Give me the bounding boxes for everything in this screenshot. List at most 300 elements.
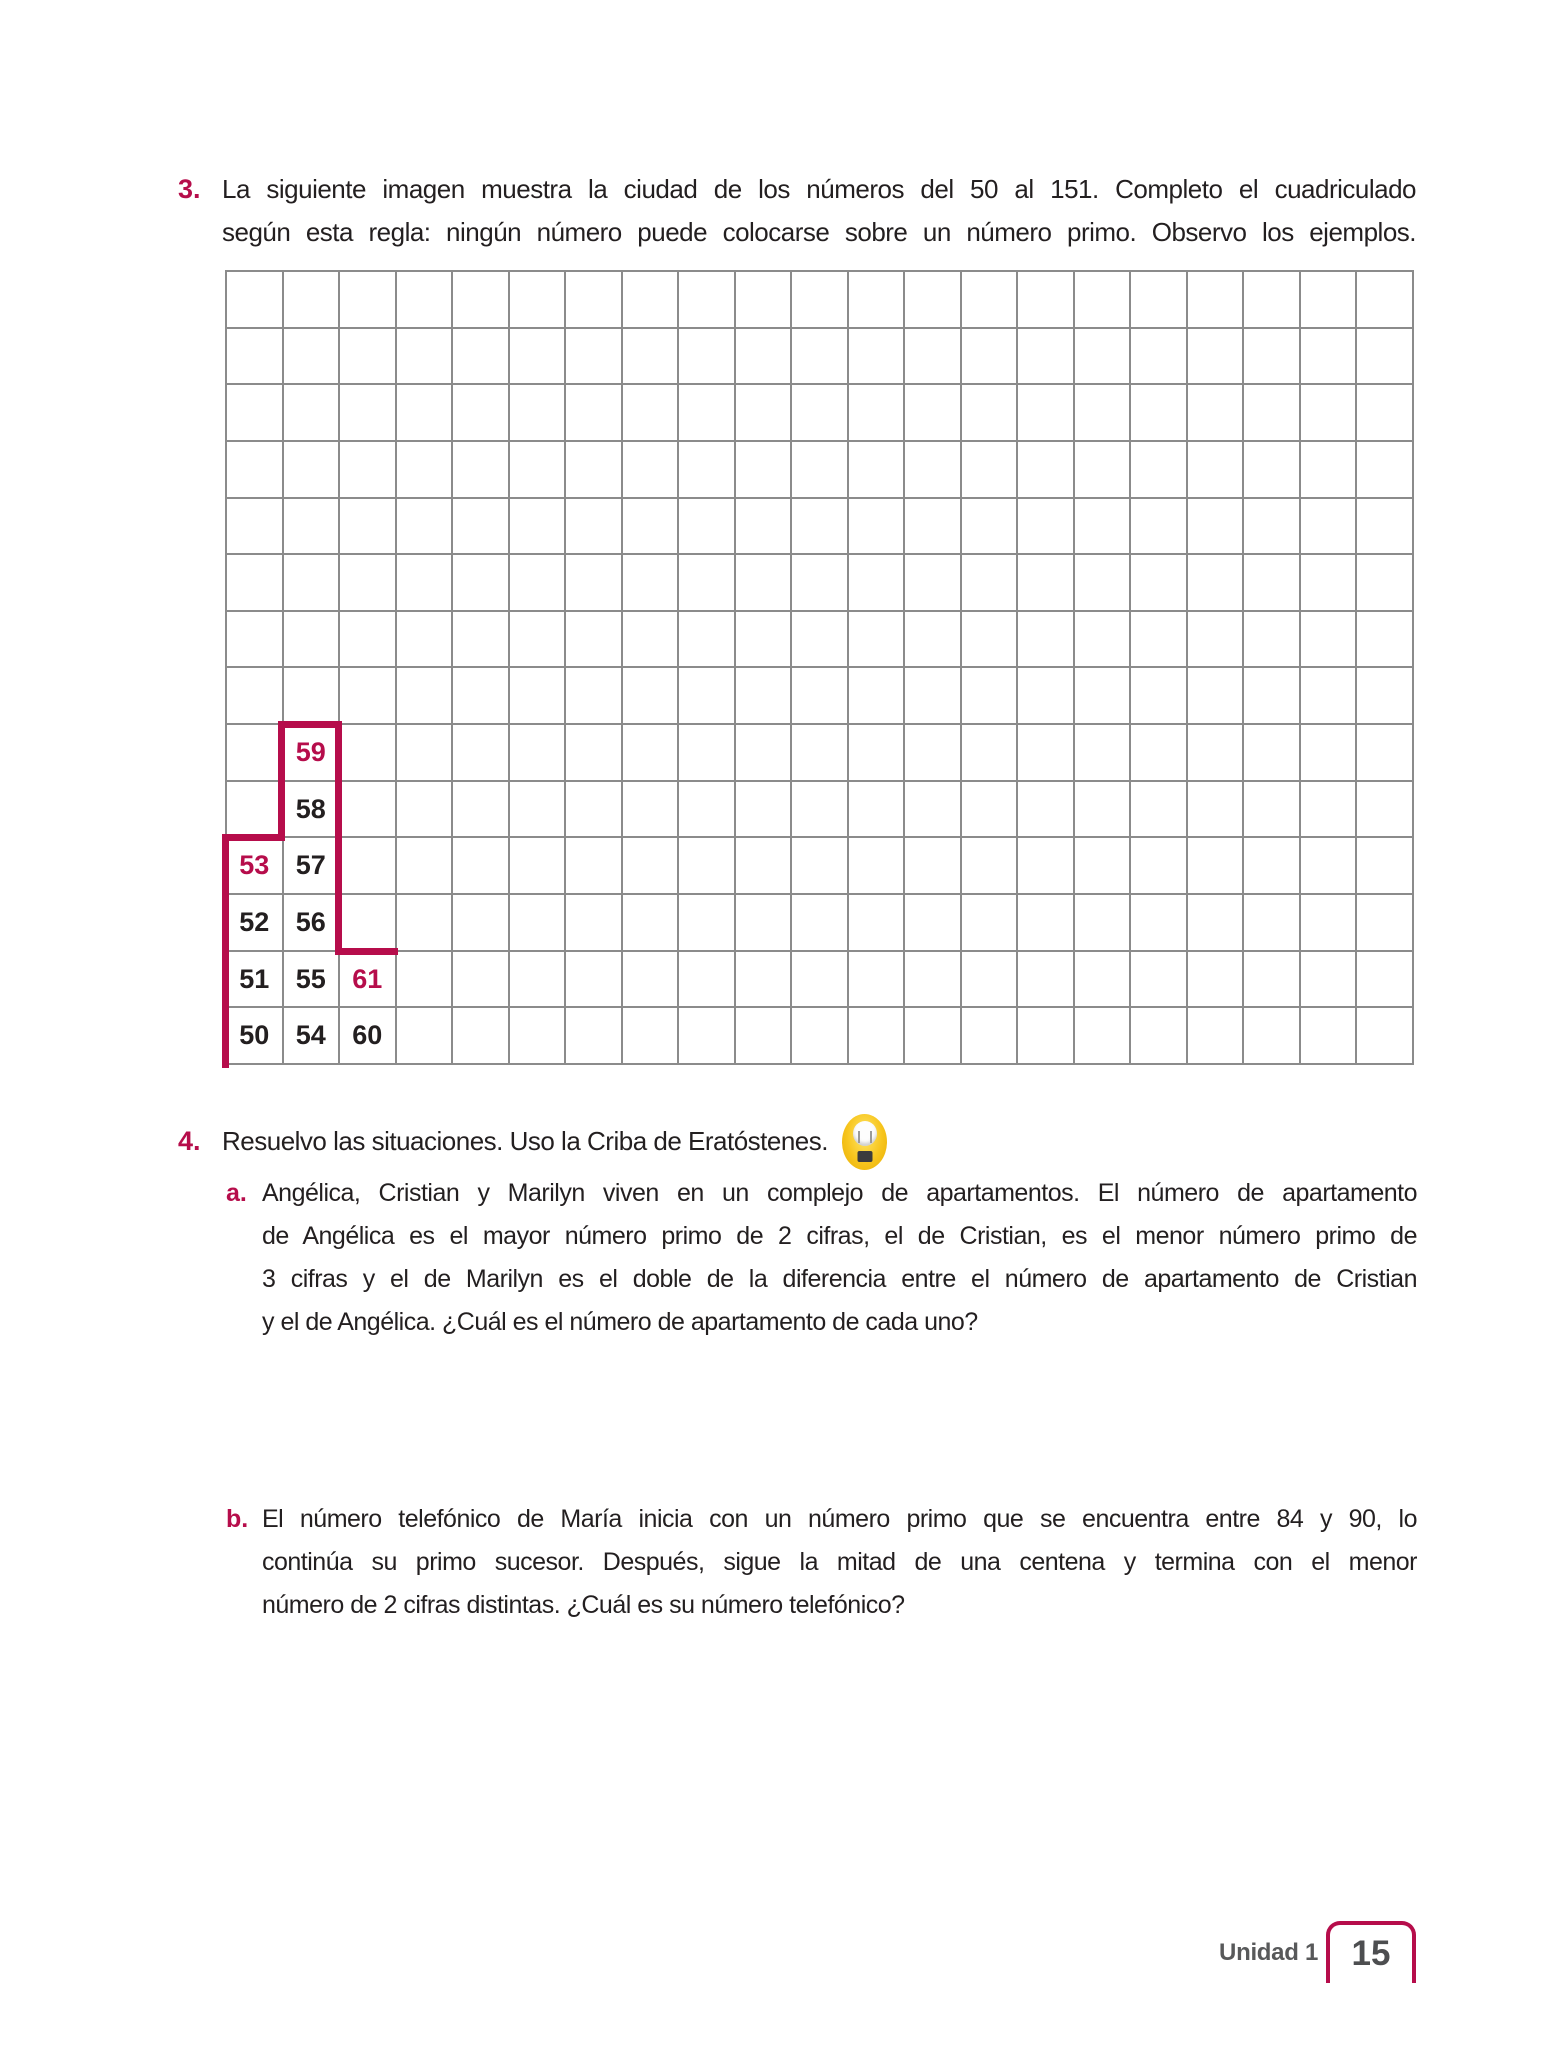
grid-cell: 52 — [226, 894, 283, 951]
grid-cell — [1187, 781, 1244, 838]
item-b-label: b. — [226, 1505, 249, 1533]
grid-cell — [1017, 1007, 1074, 1064]
grid-cell — [1017, 894, 1074, 951]
grid-cell — [904, 611, 961, 668]
grid-cell — [1074, 554, 1131, 611]
grid-cell — [735, 271, 792, 328]
grid-cell — [961, 951, 1018, 1008]
grid-cell — [1130, 271, 1187, 328]
grid-cell — [1074, 837, 1131, 894]
grid-cell — [1300, 781, 1357, 838]
grid-cell — [735, 611, 792, 668]
grid-cell — [791, 724, 848, 781]
grid-cell — [1243, 328, 1300, 385]
text-line: número de 2 cifras distintas. ¿Cuál es su número telefónico? — [262, 1591, 905, 1619]
grid-cell — [678, 271, 735, 328]
grid-cell — [1300, 554, 1357, 611]
grid-cell — [791, 328, 848, 385]
grid-cell — [791, 498, 848, 555]
grid-cell — [1300, 384, 1357, 441]
grid-cell — [791, 1007, 848, 1064]
grid-cell — [735, 328, 792, 385]
grid-cell — [904, 328, 961, 385]
grid-cell — [283, 554, 340, 611]
unit-label: Unidad 1 — [1219, 1939, 1318, 1966]
grid-cell — [848, 498, 905, 555]
grid-cell — [1074, 384, 1131, 441]
grid-cell — [565, 781, 622, 838]
grid-cell: 51 — [226, 951, 283, 1008]
grid-cell — [904, 554, 961, 611]
grid-cell — [848, 951, 905, 1008]
grid-cell — [848, 894, 905, 951]
grid-cell — [283, 441, 340, 498]
grid-cell — [735, 667, 792, 724]
grid-cell — [848, 554, 905, 611]
grid-cell — [1243, 951, 1300, 1008]
item-b-text — [262, 1498, 1417, 1627]
grid-cell — [283, 271, 340, 328]
grid-cell — [622, 271, 679, 328]
grid-cell — [452, 271, 509, 328]
grid-cell — [622, 611, 679, 668]
grid-cell — [1300, 271, 1357, 328]
grid-cell — [565, 328, 622, 385]
grid-cell — [1243, 384, 1300, 441]
grid-cell: 56 — [283, 894, 340, 951]
grid-cell — [396, 894, 453, 951]
grid-cell — [904, 384, 961, 441]
grid-cell — [452, 781, 509, 838]
grid-cell — [735, 781, 792, 838]
grid-cell — [1356, 667, 1413, 724]
grid-cell — [1187, 724, 1244, 781]
grid-cell — [1130, 384, 1187, 441]
grid-cell — [1243, 837, 1300, 894]
grid-cell — [678, 328, 735, 385]
grid-cell — [339, 554, 396, 611]
grid-cell — [565, 667, 622, 724]
grid-cell — [622, 837, 679, 894]
grid-cell — [622, 328, 679, 385]
grid-cell — [396, 271, 453, 328]
grid-cell — [1074, 951, 1131, 1008]
grid-cell — [1356, 837, 1413, 894]
grid-cell — [735, 951, 792, 1008]
grid-cell — [226, 441, 283, 498]
grid-cell — [509, 441, 566, 498]
grid-cell — [1017, 611, 1074, 668]
grid-cell — [904, 271, 961, 328]
grid-cell — [1187, 384, 1244, 441]
grid-cell — [1074, 271, 1131, 328]
grid-cell — [904, 498, 961, 555]
prime-path-segment — [335, 948, 399, 955]
grid-cell — [678, 667, 735, 724]
grid-cell — [961, 271, 1018, 328]
problem-3-text — [222, 168, 1416, 254]
grid-cell — [1074, 894, 1131, 951]
grid-cell — [1243, 554, 1300, 611]
grid-cell — [452, 1007, 509, 1064]
grid-cell — [1243, 271, 1300, 328]
grid-cells — [225, 270, 1414, 1065]
grid-cell — [848, 611, 905, 668]
grid-cell — [226, 611, 283, 668]
grid-cell — [735, 384, 792, 441]
grid-cell — [848, 781, 905, 838]
grid-cell — [452, 894, 509, 951]
grid-cell — [396, 441, 453, 498]
grid-cell — [1243, 441, 1300, 498]
grid-cell — [904, 781, 961, 838]
grid-cell — [509, 611, 566, 668]
grid-cell — [339, 441, 396, 498]
grid-cell — [622, 1007, 679, 1064]
lightbulb-icon — [842, 1114, 887, 1170]
grid-cell — [565, 441, 622, 498]
grid-cell — [283, 498, 340, 555]
grid-cell — [565, 837, 622, 894]
grid-cell — [509, 724, 566, 781]
grid-cell — [226, 781, 283, 838]
grid-cell — [1130, 837, 1187, 894]
grid-cell — [735, 441, 792, 498]
grid-cell — [622, 441, 679, 498]
grid-cell — [1356, 781, 1413, 838]
grid-cell — [1187, 837, 1244, 894]
grid-cell — [678, 781, 735, 838]
grid-cell: 58 — [283, 781, 340, 838]
grid-cell — [735, 1007, 792, 1064]
grid-cell — [1356, 498, 1413, 555]
grid-cell — [1017, 724, 1074, 781]
grid-cell — [1074, 667, 1131, 724]
grid-cell — [848, 1007, 905, 1064]
grid-cell — [848, 328, 905, 385]
grid-cell — [1130, 667, 1187, 724]
grid-cell — [735, 554, 792, 611]
problem-3-number: 3. — [178, 174, 201, 204]
grid-cell — [1017, 781, 1074, 838]
grid-cell — [1130, 894, 1187, 951]
grid-cell — [339, 781, 396, 838]
grid-cell — [1187, 1007, 1244, 1064]
grid-cell — [1187, 667, 1244, 724]
grid-cell — [904, 951, 961, 1008]
grid-cell — [791, 894, 848, 951]
grid-cell — [452, 837, 509, 894]
grid-cell — [1243, 1007, 1300, 1064]
grid-cell — [678, 1007, 735, 1064]
grid-cell — [1130, 328, 1187, 385]
grid-cell — [961, 384, 1018, 441]
grid-cell — [1074, 781, 1131, 838]
text-line: continúa su primo sucesor. Después, sigue la mitad de una centena y termina con el menor — [262, 1548, 1417, 1576]
grid-cell — [1300, 894, 1357, 951]
grid-cell — [339, 667, 396, 724]
grid-cell — [1187, 441, 1244, 498]
grid-cell — [735, 837, 792, 894]
item-a-text — [262, 1172, 1417, 1344]
grid-cell — [904, 667, 961, 724]
grid-cell — [961, 667, 1018, 724]
grid-cell — [791, 271, 848, 328]
grid-cell — [904, 837, 961, 894]
grid-cell — [678, 951, 735, 1008]
grid-cell — [1187, 951, 1244, 1008]
grid-cell — [1187, 611, 1244, 668]
grid-cell — [961, 894, 1018, 951]
grid-cell — [848, 667, 905, 724]
grid-cell — [509, 951, 566, 1008]
grid-cell — [1356, 441, 1413, 498]
grid-cell — [1356, 328, 1413, 385]
grid-cell — [622, 554, 679, 611]
grid-cell — [339, 837, 396, 894]
grid-cell: 54 — [283, 1007, 340, 1064]
grid-cell — [1130, 724, 1187, 781]
grid-cell — [1356, 951, 1413, 1008]
grid-cell — [226, 724, 283, 781]
grid-cell — [1017, 328, 1074, 385]
grid-cell — [1074, 498, 1131, 555]
grid-cell — [396, 724, 453, 781]
grid-cell — [1356, 384, 1413, 441]
text-line: según esta regla: ningún número puede colocarse sobre un número primo. Observo los ejemplos. — [222, 217, 1416, 247]
grid-cell — [678, 384, 735, 441]
grid-cell — [396, 837, 453, 894]
grid-cell — [678, 894, 735, 951]
grid-cell — [509, 781, 566, 838]
grid-cell — [1017, 384, 1074, 441]
grid-cell — [1130, 498, 1187, 555]
grid-cell — [1300, 837, 1357, 894]
grid-cell — [1130, 781, 1187, 838]
grid-cell — [904, 441, 961, 498]
grid-cell — [565, 1007, 622, 1064]
grid-cell — [735, 894, 792, 951]
grid-cell — [339, 384, 396, 441]
grid-cell — [1017, 951, 1074, 1008]
text-line: Angélica, Cristian y Marilyn viven en un complejo de apartamentos. El número de apartamento — [262, 1179, 1417, 1207]
grid-cell — [565, 498, 622, 555]
grid-cell — [622, 894, 679, 951]
grid-cell — [622, 498, 679, 555]
grid-cell — [226, 328, 283, 385]
grid-cell — [396, 554, 453, 611]
grid-cell — [848, 724, 905, 781]
grid-cell — [1243, 724, 1300, 781]
grid-cell — [509, 271, 566, 328]
grid-cell — [1300, 498, 1357, 555]
grid-cell — [678, 498, 735, 555]
grid-cell — [678, 724, 735, 781]
prime-path-segment — [278, 721, 285, 842]
grid-cell — [226, 384, 283, 441]
grid-cell — [904, 1007, 961, 1064]
page-number-tab — [1326, 1921, 1416, 1983]
grid-cell: 59 — [283, 724, 340, 781]
grid-cell — [1130, 611, 1187, 668]
grid-cell — [791, 781, 848, 838]
bulb-filament — [858, 1131, 872, 1143]
grid-cell: 60 — [339, 1007, 396, 1064]
grid-cell — [622, 951, 679, 1008]
prime-path-segment — [222, 834, 229, 1068]
grid-cell — [622, 724, 679, 781]
grid-cell — [1017, 554, 1074, 611]
grid-cell — [1356, 554, 1413, 611]
grid-cell — [961, 554, 1018, 611]
number-city-grid — [225, 270, 1414, 1065]
grid-cell — [396, 667, 453, 724]
grid-cell: 61 — [339, 951, 396, 1008]
grid-cell — [1017, 498, 1074, 555]
grid-cell — [1243, 894, 1300, 951]
grid-cell — [396, 1007, 453, 1064]
grid-cell — [848, 271, 905, 328]
grid-cell — [1300, 441, 1357, 498]
page-number: 15 — [1351, 1934, 1391, 1973]
grid-cell — [678, 837, 735, 894]
grid-cell — [565, 951, 622, 1008]
grid-cell — [1074, 441, 1131, 498]
grid-cell — [848, 384, 905, 441]
grid-cell — [396, 611, 453, 668]
grid-cell — [452, 611, 509, 668]
grid-cell: 57 — [283, 837, 340, 894]
grid-cell: 53 — [226, 837, 283, 894]
grid-cell — [226, 271, 283, 328]
grid-cell: 50 — [226, 1007, 283, 1064]
grid-cell — [339, 724, 396, 781]
grid-cell — [678, 611, 735, 668]
grid-cell — [226, 498, 283, 555]
grid-cell — [339, 328, 396, 385]
grid-cell — [226, 667, 283, 724]
grid-cell — [1074, 328, 1131, 385]
bulb-base — [857, 1151, 872, 1162]
grid-cell — [509, 1007, 566, 1064]
item-a-label: a. — [226, 1179, 247, 1207]
grid-cell — [1187, 328, 1244, 385]
text-line: El número telefónico de María inicia con un número primo que se encuentra entre 84 y 90, lo — [262, 1505, 1417, 1533]
grid-cell — [622, 384, 679, 441]
grid-cell — [509, 328, 566, 385]
grid-cell — [339, 271, 396, 328]
grid-cell — [1187, 554, 1244, 611]
grid-cell — [452, 951, 509, 1008]
grid-cell — [1300, 951, 1357, 1008]
grid-cell — [509, 554, 566, 611]
grid-cell — [1356, 1007, 1413, 1064]
grid-cell — [565, 384, 622, 441]
grid-cell — [452, 667, 509, 724]
grid-cell — [1074, 724, 1131, 781]
grid-cell — [509, 384, 566, 441]
text-line: La siguiente imagen muestra la ciudad de los números del 50 al 151. Completo el cuadriculado — [222, 174, 1416, 204]
grid-cell — [1130, 951, 1187, 1008]
prime-path-segment — [335, 721, 342, 955]
grid-cell — [961, 837, 1018, 894]
grid-cell — [904, 894, 961, 951]
grid-cell — [1243, 611, 1300, 668]
grid-cell — [283, 667, 340, 724]
grid-cell — [678, 554, 735, 611]
grid-cell — [1300, 328, 1357, 385]
grid-cell — [1356, 724, 1413, 781]
grid-cell — [1300, 667, 1357, 724]
grid-cell — [1300, 724, 1357, 781]
grid-cell — [848, 837, 905, 894]
problem-4-number: 4. — [178, 1126, 201, 1156]
grid-cell — [452, 724, 509, 781]
grid-cell — [1356, 894, 1413, 951]
grid-cell — [1187, 271, 1244, 328]
grid-cell — [339, 894, 396, 951]
grid-cell — [961, 498, 1018, 555]
grid-cell — [452, 498, 509, 555]
grid-cell — [565, 554, 622, 611]
grid-cell — [622, 667, 679, 724]
prime-path-segment — [222, 834, 286, 841]
grid-cell — [1130, 554, 1187, 611]
prime-path-segment — [278, 721, 342, 728]
grid-cell — [791, 951, 848, 1008]
grid-cell — [565, 611, 622, 668]
grid-cell — [791, 611, 848, 668]
grid-cell — [791, 441, 848, 498]
grid-cell — [396, 781, 453, 838]
grid-cell — [622, 781, 679, 838]
grid-cell — [283, 384, 340, 441]
grid-cell — [1130, 1007, 1187, 1064]
grid-cell — [1074, 1007, 1131, 1064]
grid-cell — [678, 441, 735, 498]
text-line: y el de Angélica. ¿Cuál es el número de apartamento de cada uno? — [262, 1308, 978, 1336]
grid-cell — [339, 498, 396, 555]
grid-cell — [509, 837, 566, 894]
grid-cell — [1187, 894, 1244, 951]
grid-cell — [396, 951, 453, 1008]
grid-cell — [1130, 441, 1187, 498]
grid-cell — [339, 611, 396, 668]
grid-cell — [509, 894, 566, 951]
text-line: de Angélica es el mayor número primo de 2 cifras, el de Cristian, es el menor número primo de — [262, 1222, 1417, 1250]
grid-cell — [565, 894, 622, 951]
grid-cell — [283, 611, 340, 668]
grid-cell — [848, 441, 905, 498]
grid-cell — [1017, 271, 1074, 328]
grid-cell — [226, 554, 283, 611]
grid-cell — [396, 498, 453, 555]
grid-cell — [961, 611, 1018, 668]
grid-cell — [791, 667, 848, 724]
grid-cell — [509, 667, 566, 724]
problem-4-heading-text: Resuelvo las situaciones. Uso la Criba de Eratóstenes. — [222, 1126, 828, 1156]
grid-cell: 55 — [283, 951, 340, 1008]
grid-cell — [961, 1007, 1018, 1064]
grid-cell — [452, 328, 509, 385]
grid-cell — [791, 384, 848, 441]
grid-cell — [1243, 781, 1300, 838]
grid-cell — [961, 781, 1018, 838]
grid-cell — [1356, 611, 1413, 668]
grid-cell — [961, 441, 1018, 498]
grid-cell — [396, 384, 453, 441]
grid-cell — [961, 328, 1018, 385]
